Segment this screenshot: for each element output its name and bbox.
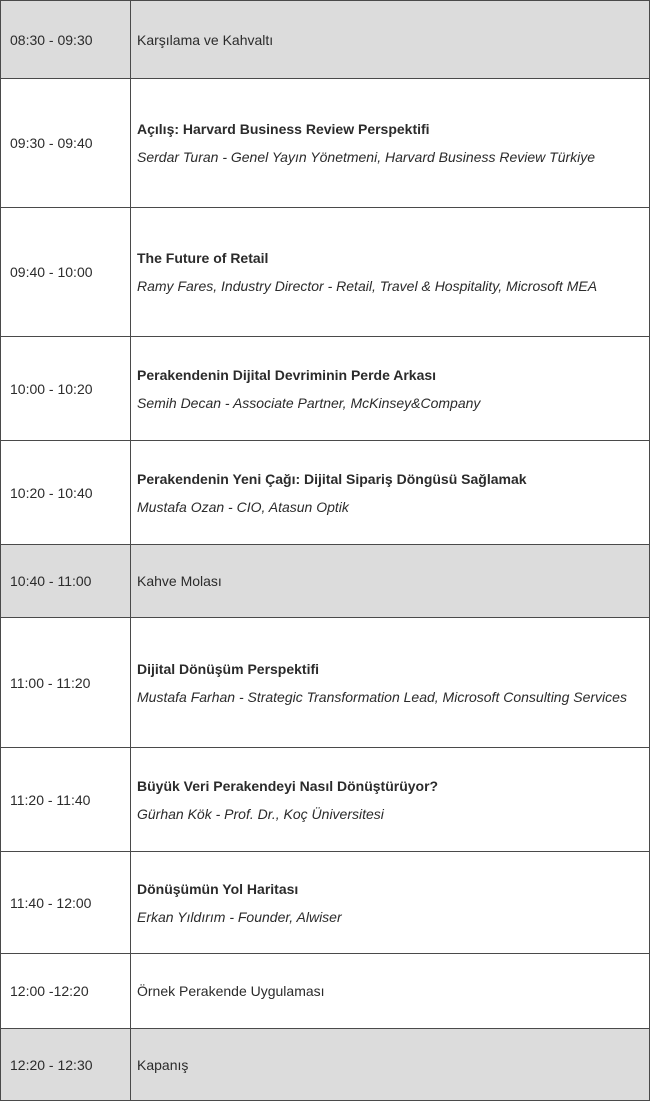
session-cell xyxy=(131,954,650,1029)
session-cell xyxy=(131,337,650,441)
session-title: Dönüşümün Yol Haritası xyxy=(137,880,299,897)
session-cell xyxy=(131,1,650,79)
session-speaker: Semih Decan - Associate Partner, McKinsey&Company xyxy=(137,394,481,411)
agenda-row xyxy=(1,1,650,79)
session-label: Karşılama ve Kahvaltı xyxy=(137,31,274,48)
agenda-row xyxy=(1,1029,650,1101)
session-label: Kapanış xyxy=(137,1056,189,1073)
time-slot: 10:00 - 10:20 xyxy=(1,337,131,441)
session-label: Kahve Molası xyxy=(137,573,222,589)
time-slot: 10:40 - 11:00 xyxy=(1,545,131,618)
session-speaker: Serdar Turan - Genel Yayın Yönetmeni, Harvard Business Review Türkiye xyxy=(137,149,596,165)
session-cell xyxy=(131,852,650,954)
session-speaker: Erkan Yıldırım - Founder, Alwiser xyxy=(137,908,342,925)
agenda-row xyxy=(1,208,650,337)
session-title: Perakendenin Dijital Devriminin Perde Arkası xyxy=(137,366,437,383)
session-speaker: Mustafa Farhan - Strategic Transformation Lead, Microsoft Consulting Services xyxy=(137,688,627,705)
agenda-row xyxy=(1,852,650,954)
agenda-row xyxy=(1,954,650,1029)
session-cell xyxy=(131,1029,650,1101)
agenda-row xyxy=(1,545,650,618)
session-speaker: Mustafa Ozan - CIO, Atasun Optik xyxy=(137,498,349,515)
session-title: Büyük Veri Perakendeyi Nasıl Dönüştürüyor? xyxy=(137,777,439,794)
time-slot: 12:00 -12:20 xyxy=(1,954,131,1029)
session-cell xyxy=(131,618,650,748)
agenda-row xyxy=(1,79,650,208)
agenda-row xyxy=(1,337,650,441)
session-title: Dijital Dönüşüm Perspektifi xyxy=(137,660,320,677)
agenda-row xyxy=(1,618,650,748)
session-cell xyxy=(131,208,650,337)
time-slot: 09:40 - 10:00 xyxy=(1,208,131,337)
time-slot: 08:30 - 09:30 xyxy=(1,1,131,79)
time-slot: 11:40 - 12:00 xyxy=(1,852,131,954)
time-slot: 11:00 - 11:20 xyxy=(1,618,131,748)
session-cell xyxy=(131,79,650,208)
session-title: The Future of Retail xyxy=(137,250,269,266)
session-cell xyxy=(131,441,650,545)
session-cell xyxy=(131,748,650,852)
agenda-row xyxy=(1,748,650,852)
session-speaker: Ramy Fares, Industry Director - Retail, Travel & Hospitality, Microsoft MEA xyxy=(137,278,598,294)
session-cell xyxy=(131,545,650,618)
session-title: Açılış: Harvard Business Review Perspektifi xyxy=(137,121,430,137)
agenda-row xyxy=(1,441,650,545)
time-slot: 11:20 - 11:40 xyxy=(1,748,131,852)
time-slot: 12:20 - 12:30 xyxy=(1,1029,131,1101)
time-slot: 09:30 - 09:40 xyxy=(1,79,131,208)
session-title: Perakendenin Yeni Çağı: Dijital Sipariş Döngüsü Sağlamak xyxy=(137,470,527,487)
session-label: Örnek Perakende Uygulaması xyxy=(137,983,325,999)
session-speaker: Gürhan Kök - Prof. Dr., Koç Üniversitesi xyxy=(137,805,384,822)
time-slot: 10:20 - 10:40 xyxy=(1,441,131,545)
